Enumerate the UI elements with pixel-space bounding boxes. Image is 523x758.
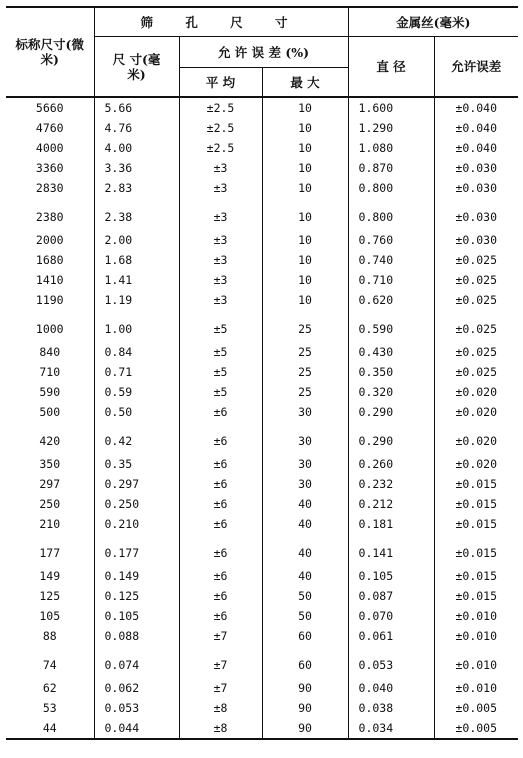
cell-wire-diameter: 0.038 xyxy=(348,698,434,718)
table-header xyxy=(6,7,518,97)
cell-tolerance-maximum: 90 xyxy=(262,718,348,739)
cell-wire-diameter: 0.034 xyxy=(348,718,434,739)
cell-hole-size: 0.088 xyxy=(94,626,179,646)
cell-wire-tolerance: ±0.030 xyxy=(434,198,518,230)
cell-wire-tolerance: ±0.015 xyxy=(434,586,518,606)
header-wire-tolerance: 允许误差 xyxy=(434,37,518,98)
table-row xyxy=(6,606,518,626)
cell-tolerance-maximum: 90 xyxy=(262,678,348,698)
cell-tolerance-maximum: 50 xyxy=(262,606,348,626)
cell-tolerance-average: ±6 xyxy=(179,494,262,514)
cell-hole-size: 0.074 xyxy=(94,646,179,678)
table-row xyxy=(6,586,518,606)
cell-tolerance-maximum: 60 xyxy=(262,626,348,646)
cell-wire-diameter: 0.800 xyxy=(348,198,434,230)
cell-tolerance-average: ±3 xyxy=(179,270,262,290)
cell-tolerance-maximum: 10 xyxy=(262,290,348,310)
cell-wire-tolerance: ±0.015 xyxy=(434,494,518,514)
cell-wire-diameter: 1.600 xyxy=(348,97,434,118)
table-row xyxy=(6,514,518,534)
cell-wire-tolerance: ±0.010 xyxy=(434,678,518,698)
cell-tolerance-average: ±3 xyxy=(179,250,262,270)
cell-wire-tolerance: ±0.015 xyxy=(434,534,518,566)
cell-hole-size: 0.297 xyxy=(94,474,179,494)
cell-tolerance-average: ±5 xyxy=(179,362,262,382)
cell-tolerance-maximum: 50 xyxy=(262,586,348,606)
cell-wire-tolerance: ±0.020 xyxy=(434,382,518,402)
cell-hole-size: 4.76 xyxy=(94,118,179,138)
cell-nominal-size: 1000 xyxy=(35,322,64,336)
cell-wire-tolerance: ±0.020 xyxy=(434,422,518,454)
cell-hole-size: 0.59 xyxy=(94,382,179,402)
cell-tolerance-average: ±5 xyxy=(179,310,262,342)
cell-tolerance-maximum: 10 xyxy=(262,118,348,138)
cell-nominal-size: 500 xyxy=(39,405,61,419)
cell-hole-size: 0.42 xyxy=(94,422,179,454)
table-row xyxy=(6,678,518,698)
header-hole-dimension: 尺 寸(毫米) xyxy=(94,37,179,98)
table-row xyxy=(6,362,518,382)
cell-hole-size: 0.210 xyxy=(94,514,179,534)
cell-tolerance-maximum: 40 xyxy=(262,514,348,534)
cell-hole-size: 0.250 xyxy=(94,494,179,514)
cell-tolerance-average: ±7 xyxy=(179,678,262,698)
cell-nominal-size: 840 xyxy=(39,345,61,359)
cell-tolerance-average: ±6 xyxy=(179,474,262,494)
cell-nominal-size: 53 xyxy=(42,701,57,715)
cell-tolerance-maximum: 10 xyxy=(262,97,348,118)
cell-nominal-size: 74 xyxy=(42,658,57,672)
cell-wire-tolerance: ±0.005 xyxy=(434,718,518,739)
header-tolerance-group: 允 许 误 差 (%) xyxy=(179,37,348,68)
cell-wire-tolerance: ±0.010 xyxy=(434,646,518,678)
cell-hole-size: 4.00 xyxy=(94,138,179,158)
cell-wire-tolerance: ±0.005 xyxy=(434,698,518,718)
cell-wire-diameter: 0.040 xyxy=(348,678,434,698)
cell-tolerance-average: ±5 xyxy=(179,382,262,402)
cell-tolerance-average: ±6 xyxy=(179,606,262,626)
cell-tolerance-maximum: 10 xyxy=(262,230,348,250)
cell-nominal-size: 177 xyxy=(39,546,61,560)
cell-hole-size: 0.50 xyxy=(94,402,179,422)
cell-tolerance-average: ±7 xyxy=(179,626,262,646)
cell-tolerance-maximum: 40 xyxy=(262,494,348,514)
cell-tolerance-maximum: 30 xyxy=(262,402,348,422)
cell-hole-size: 5.66 xyxy=(94,97,179,118)
cell-tolerance-maximum: 40 xyxy=(262,534,348,566)
cell-wire-diameter: 0.212 xyxy=(348,494,434,514)
table-row xyxy=(6,118,518,138)
cell-tolerance-maximum: 90 xyxy=(262,698,348,718)
cell-nominal-size: 2380 xyxy=(35,210,64,224)
cell-tolerance-maximum: 30 xyxy=(262,454,348,474)
cell-wire-tolerance: ±0.030 xyxy=(434,230,518,250)
sieve-size-table xyxy=(6,6,518,740)
cell-wire-diameter: 0.590 xyxy=(348,310,434,342)
header-tolerance-average: 平 均 xyxy=(179,68,262,98)
header-tolerance-maximum: 最 大 xyxy=(262,68,348,98)
table-row xyxy=(6,718,518,739)
cell-wire-tolerance: ±0.025 xyxy=(434,310,518,342)
cell-nominal-size: 590 xyxy=(39,385,61,399)
cell-nominal-size: 44 xyxy=(6,718,94,739)
table-row xyxy=(6,97,518,118)
cell-tolerance-average: ±6 xyxy=(179,566,262,586)
cell-tolerance-maximum: 10 xyxy=(262,158,348,178)
cell-hole-size: 1.41 xyxy=(94,270,179,290)
cell-wire-diameter: 0.620 xyxy=(348,290,434,310)
cell-tolerance-average: ±3 xyxy=(179,158,262,178)
table-row xyxy=(6,230,518,250)
cell-tolerance-average: ±6 xyxy=(179,586,262,606)
cell-tolerance-maximum: 40 xyxy=(262,566,348,586)
cell-nominal-size: 2830 xyxy=(35,181,64,195)
cell-tolerance-average: ±6 xyxy=(179,534,262,566)
cell-tolerance-maximum: 25 xyxy=(262,342,348,362)
cell-hole-size: 0.177 xyxy=(94,534,179,566)
cell-tolerance-average: ±8 xyxy=(179,698,262,718)
cell-tolerance-maximum: 10 xyxy=(262,178,348,198)
cell-wire-diameter: 0.181 xyxy=(348,514,434,534)
cell-wire-diameter: 0.430 xyxy=(348,342,434,362)
cell-wire-tolerance: ±0.040 xyxy=(434,97,518,118)
cell-wire-diameter: 0.740 xyxy=(348,250,434,270)
table-row xyxy=(6,198,518,230)
cell-wire-diameter: 0.070 xyxy=(348,606,434,626)
cell-nominal-size: 88 xyxy=(42,629,57,643)
cell-wire-tolerance: ±0.025 xyxy=(434,290,518,310)
cell-tolerance-maximum: 10 xyxy=(262,270,348,290)
cell-wire-diameter: 0.290 xyxy=(348,402,434,422)
cell-nominal-size: 5660 xyxy=(35,101,64,115)
cell-wire-diameter: 0.061 xyxy=(348,626,434,646)
cell-nominal-size: 62 xyxy=(42,681,57,695)
cell-wire-diameter: 0.105 xyxy=(348,566,434,586)
cell-hole-size: 0.71 xyxy=(94,362,179,382)
cell-wire-tolerance: ±0.025 xyxy=(434,342,518,362)
cell-wire-diameter: 0.800 xyxy=(348,178,434,198)
cell-nominal-size: 4000 xyxy=(35,141,64,155)
cell-hole-size: 0.35 xyxy=(94,454,179,474)
cell-wire-tolerance: ±0.040 xyxy=(434,118,518,138)
cell-hole-size: 0.053 xyxy=(94,698,179,718)
cell-wire-tolerance: ±0.015 xyxy=(434,474,518,494)
cell-hole-size: 1.00 xyxy=(94,310,179,342)
cell-wire-diameter: 0.232 xyxy=(348,474,434,494)
cell-tolerance-average: ±2.5 xyxy=(179,118,262,138)
cell-tolerance-maximum: 10 xyxy=(262,198,348,230)
table-row xyxy=(6,566,518,586)
table-row xyxy=(6,342,518,362)
cell-hole-size: 1.68 xyxy=(94,250,179,270)
cell-tolerance-maximum: 10 xyxy=(262,138,348,158)
table-row xyxy=(6,698,518,718)
header-wire-group: 金属丝(毫米) xyxy=(348,7,518,37)
cell-tolerance-average: ±3 xyxy=(179,290,262,310)
cell-hole-size: 0.105 xyxy=(94,606,179,626)
cell-nominal-size: 149 xyxy=(39,569,61,583)
table-row xyxy=(6,158,518,178)
cell-nominal-size: 4760 xyxy=(35,121,64,135)
table-row xyxy=(6,382,518,402)
cell-wire-diameter: 0.760 xyxy=(348,230,434,250)
table-row xyxy=(6,270,518,290)
cell-wire-diameter: 0.053 xyxy=(348,646,434,678)
cell-hole-size: 0.062 xyxy=(94,678,179,698)
cell-hole-size: 0.84 xyxy=(94,342,179,362)
cell-wire-tolerance: ±0.010 xyxy=(434,626,518,646)
table-row xyxy=(6,290,518,310)
cell-wire-tolerance: ±0.020 xyxy=(434,402,518,422)
header-wire-diameter: 直 径 xyxy=(348,37,434,98)
cell-tolerance-average: ±8 xyxy=(179,718,262,739)
cell-tolerance-maximum: 25 xyxy=(262,362,348,382)
cell-nominal-size: 710 xyxy=(39,365,61,379)
cell-tolerance-maximum: 10 xyxy=(262,250,348,270)
cell-tolerance-maximum: 30 xyxy=(262,422,348,454)
cell-wire-diameter: 0.087 xyxy=(348,586,434,606)
cell-wire-diameter: 1.290 xyxy=(348,118,434,138)
table-row xyxy=(6,402,518,422)
table-row xyxy=(6,178,518,198)
cell-nominal-size: 3360 xyxy=(35,161,64,175)
table-body xyxy=(6,97,518,739)
cell-wire-tolerance: ±0.030 xyxy=(434,178,518,198)
table-row xyxy=(6,250,518,270)
cell-wire-tolerance: ±0.025 xyxy=(434,250,518,270)
header-hole-size-group: 筛 孔 尺 寸 xyxy=(94,7,348,37)
header-nominal-size: 标称尺寸(微米) xyxy=(6,7,94,97)
cell-hole-size: 2.38 xyxy=(94,198,179,230)
cell-hole-size: 3.36 xyxy=(94,158,179,178)
cell-hole-size: 0.044 xyxy=(94,718,179,739)
cell-nominal-size: 420 xyxy=(39,434,61,448)
cell-hole-size: 2.00 xyxy=(94,230,179,250)
cell-tolerance-maximum: 60 xyxy=(262,646,348,678)
cell-tolerance-average: ±3 xyxy=(179,178,262,198)
cell-tolerance-average: ±2.5 xyxy=(179,138,262,158)
cell-tolerance-maximum: 25 xyxy=(262,310,348,342)
cell-wire-diameter: 0.141 xyxy=(348,534,434,566)
cell-nominal-size: 297 xyxy=(39,477,61,491)
cell-nominal-size: 1680 xyxy=(35,253,64,267)
cell-tolerance-average: ±3 xyxy=(179,198,262,230)
cell-tolerance-average: ±6 xyxy=(179,422,262,454)
cell-tolerance-average: ±6 xyxy=(179,454,262,474)
cell-wire-tolerance: ±0.020 xyxy=(434,454,518,474)
table-row xyxy=(6,494,518,514)
cell-tolerance-average: ±7 xyxy=(179,646,262,678)
table-row xyxy=(6,534,518,566)
table-row xyxy=(6,454,518,474)
cell-wire-tolerance: ±0.030 xyxy=(434,158,518,178)
cell-tolerance-average: ±3 xyxy=(179,230,262,250)
table-row xyxy=(6,646,518,678)
cell-nominal-size: 210 xyxy=(39,517,61,531)
table-row xyxy=(6,310,518,342)
cell-hole-size: 0.149 xyxy=(94,566,179,586)
cell-wire-diameter: 0.290 xyxy=(348,422,434,454)
cell-nominal-size: 1410 xyxy=(35,273,64,287)
cell-wire-tolerance: ±0.025 xyxy=(434,270,518,290)
cell-hole-size: 0.125 xyxy=(94,586,179,606)
cell-hole-size: 2.83 xyxy=(94,178,179,198)
table-row xyxy=(6,138,518,158)
cell-nominal-size: 250 xyxy=(39,497,61,511)
table-row xyxy=(6,626,518,646)
cell-tolerance-average: ±6 xyxy=(179,514,262,534)
cell-wire-diameter: 0.350 xyxy=(348,362,434,382)
cell-wire-diameter: 0.710 xyxy=(348,270,434,290)
cell-hole-size: 1.19 xyxy=(94,290,179,310)
cell-wire-tolerance: ±0.015 xyxy=(434,566,518,586)
cell-tolerance-maximum: 30 xyxy=(262,474,348,494)
cell-wire-tolerance: ±0.015 xyxy=(434,514,518,534)
cell-tolerance-average: ±6 xyxy=(179,402,262,422)
cell-nominal-size: 2000 xyxy=(35,233,64,247)
cell-tolerance-average: ±5 xyxy=(179,342,262,362)
cell-wire-diameter: 1.080 xyxy=(348,138,434,158)
cell-nominal-size: 105 xyxy=(39,609,61,623)
cell-tolerance-average: ±2.5 xyxy=(179,97,262,118)
cell-nominal-size: 350 xyxy=(39,457,61,471)
cell-tolerance-maximum: 25 xyxy=(262,382,348,402)
cell-wire-tolerance: ±0.025 xyxy=(434,362,518,382)
cell-nominal-size: 125 xyxy=(39,589,61,603)
cell-wire-tolerance: ±0.010 xyxy=(434,606,518,626)
cell-wire-diameter: 0.260 xyxy=(348,454,434,474)
table-row xyxy=(6,474,518,494)
cell-wire-diameter: 0.320 xyxy=(348,382,434,402)
cell-nominal-size: 1190 xyxy=(35,293,64,307)
table-row xyxy=(6,422,518,454)
cell-wire-tolerance: ±0.040 xyxy=(434,138,518,158)
cell-wire-diameter: 0.870 xyxy=(348,158,434,178)
